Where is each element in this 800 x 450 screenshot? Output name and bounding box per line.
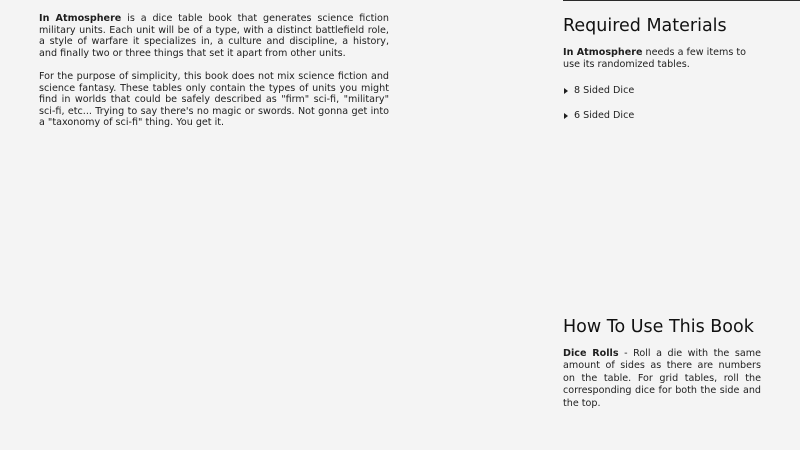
intro-paragraph-1 <box>39 13 389 59</box>
triangle-bullet-icon <box>564 88 568 94</box>
list-item-label: 6 Sided Dice <box>574 109 635 121</box>
book-title-bold: In Atmosphere <box>39 13 122 24</box>
intro-column <box>39 13 389 141</box>
dice-rolls-paragraph <box>563 348 761 410</box>
list-item <box>563 85 761 97</box>
intro-paragraph-1-text: is a dice table book that generates science fiction military units. Each unit will be of a type, with a distinct battlefield role, a style of warfare it specializes in, a culture and discipline, a history, and finally two or three things that set it apart from other units. <box>39 13 389 59</box>
required-materials-heading: Required Materials <box>563 16 727 36</box>
required-materials-intro <box>563 47 761 72</box>
how-to-use-section <box>563 316 761 410</box>
list-item <box>563 110 761 122</box>
materials-list <box>563 85 761 122</box>
book-title-bold: In Atmosphere <box>563 47 643 58</box>
required-materials-section <box>563 15 761 135</box>
dice-rolls-text: - Roll a die with the same amount of sides as there are numbers on the table. For grid tables, roll the corresponding dice for both the side and the top. <box>563 348 761 409</box>
top-rule <box>563 0 800 1</box>
dice-rolls-label: Dice Rolls <box>563 348 619 359</box>
how-to-use-heading: How To Use This Book <box>563 317 754 337</box>
triangle-bullet-icon <box>564 113 568 119</box>
required-materials-intro-text: needs a few items to use its randomized tables. <box>563 47 747 71</box>
list-item-label: 8 Sided Dice <box>574 84 635 96</box>
intro-paragraph-2: For the purpose of simplicity, this book does not mix science fiction and science fantasy. These tables only contain the types of units you might find in worlds that could be safely described as "firm" sci-fi, "military" sci-fi, etc... Trying to say there's no magic or swords. Not gonna get into a "taxonomy of sci-fi" thing. You get it. <box>39 70 389 129</box>
